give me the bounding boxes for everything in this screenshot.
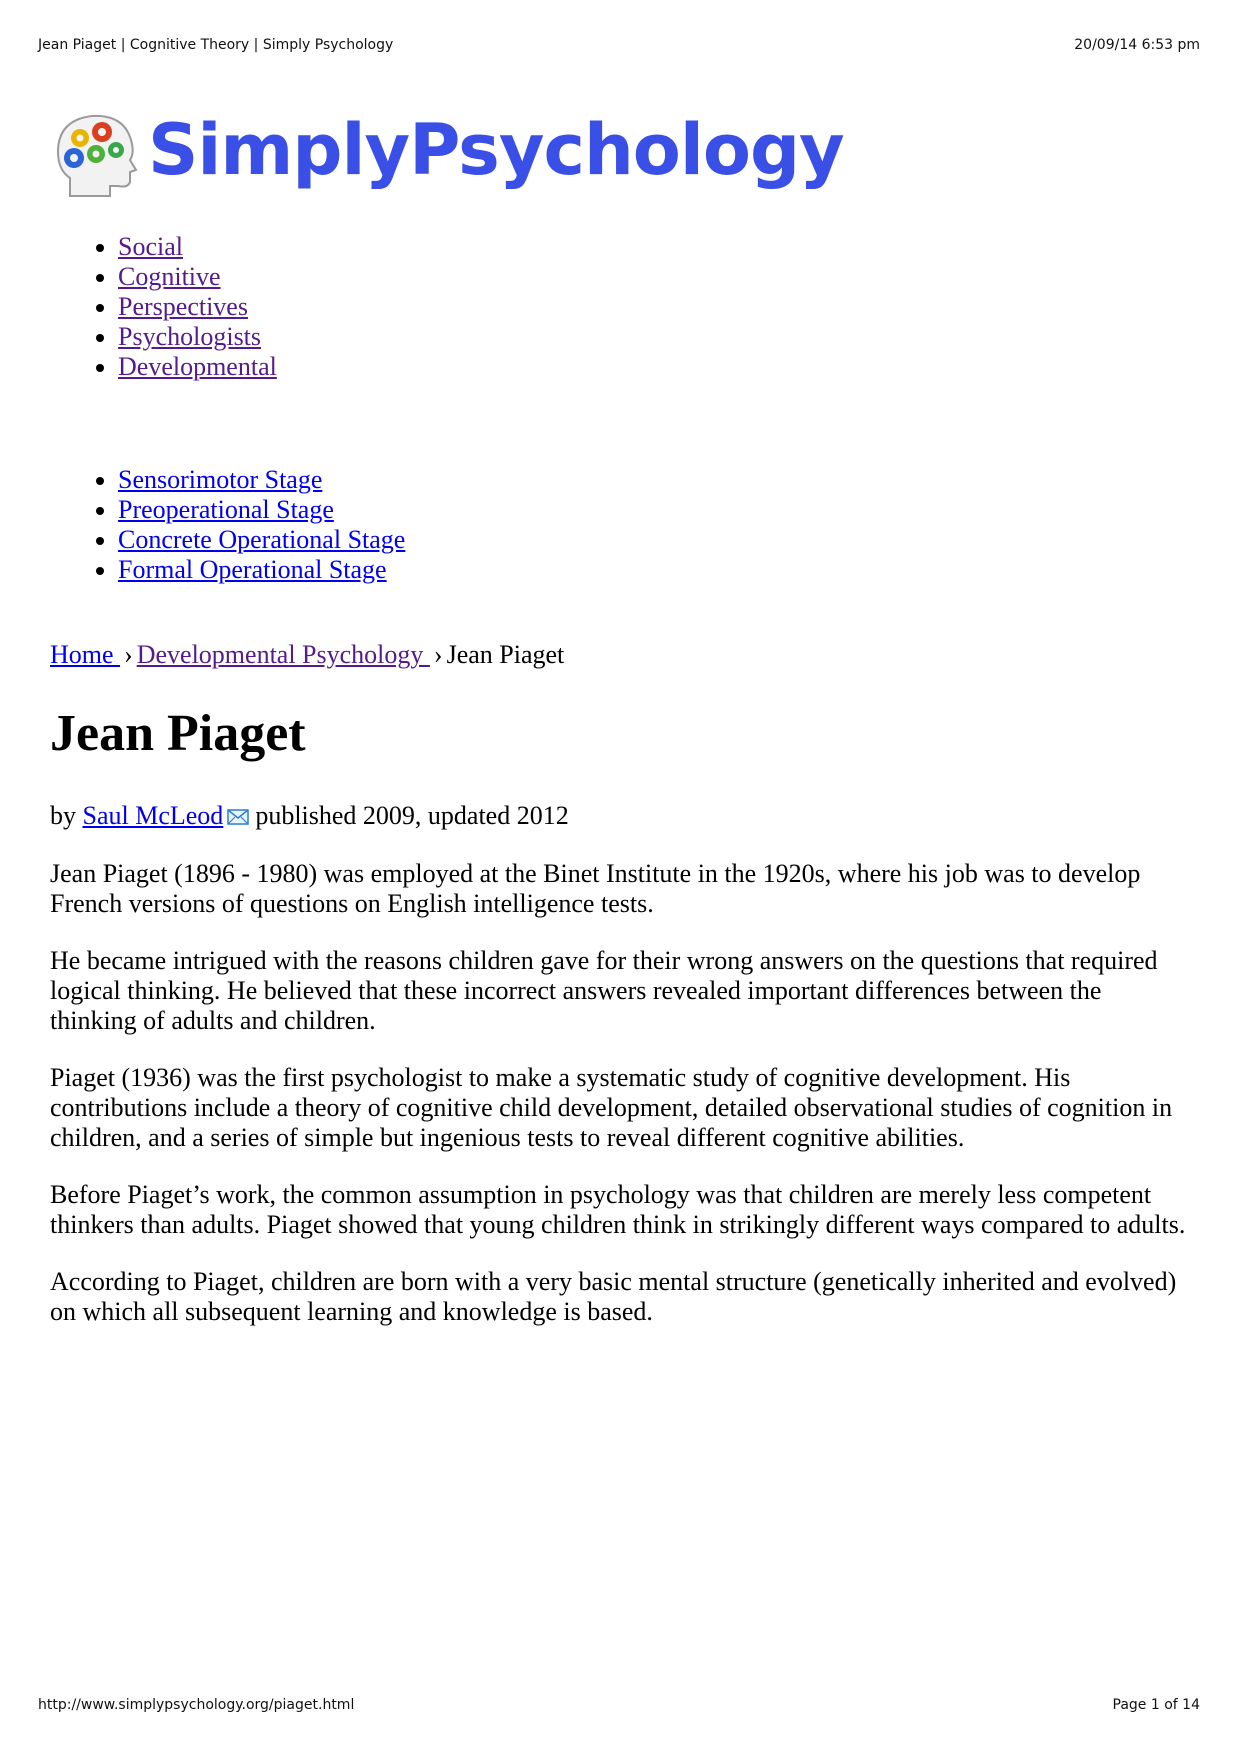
byline-prefix: by: [50, 801, 76, 830]
print-url: http://www.simplypsychology.org/piaget.html: [38, 1697, 355, 1713]
nav-item-sensorimotor: [118, 465, 405, 495]
byline: [50, 801, 569, 831]
article-paragraph: He became intrigued with the reasons children gave for their wrong answers on the questions that required logical thinking. He believed that these incorrect answers revealed important differences between the thinking of adults and children.: [50, 946, 1158, 1035]
breadcrumb-separator: ›: [124, 640, 133, 669]
nav-item-preoperational: [118, 495, 405, 525]
nav-link-preoperational-stage[interactable]: Preoperational Stage: [118, 495, 334, 524]
article-body: [50, 859, 1190, 1354]
byline-published: published 2009, updated 2012: [255, 801, 569, 830]
article-paragraph: Jean Piaget (1896 - 1980) was employed at the Binet Institute in the 1920s, where his job was to develop French versions of questions on English intelligence tests.: [50, 859, 1141, 918]
nav-link-sensorimotor-stage[interactable]: Sensorimotor Stage: [118, 465, 323, 494]
nav-link-concrete-operational-stage[interactable]: Concrete Operational Stage: [118, 525, 406, 554]
email-icon[interactable]: [227, 809, 249, 825]
main-nav: [118, 232, 277, 382]
nav-link-psychologists[interactable]: Psychologists: [118, 322, 262, 351]
nav-link-formal-operational-stage[interactable]: Formal Operational Stage: [118, 555, 387, 584]
print-header: [38, 37, 1200, 53]
nav-item-developmental: [118, 352, 277, 382]
breadcrumb-separator: ›: [433, 640, 443, 669]
print-footer: [38, 1697, 1200, 1713]
breadcrumb: [50, 640, 564, 670]
article-paragraph: Before Piaget’s work, the common assumption in psychology was that children are merely less competent thinkers than adults. Piaget showed that young children think in strikingly different ways compared to adults.: [50, 1180, 1186, 1239]
page-title: Jean Piaget: [50, 705, 306, 762]
stages-nav: [118, 465, 405, 585]
nav-link-perspectives[interactable]: Perspectives: [118, 292, 248, 321]
site-logo[interactable]: [50, 104, 844, 208]
brain-gears-logo-icon: [50, 104, 144, 208]
nav-item-formal-operational: [118, 555, 405, 585]
author-link[interactable]: Saul McLeod: [82, 801, 224, 830]
article-paragraph: According to Piaget, children are born with a very basic mental structure (genetically inherited and evolved) on which all subsequent learning and knowledge is based.: [50, 1267, 1177, 1326]
nav-link-social[interactable]: Social: [118, 232, 183, 261]
nav-item-psychologists: [118, 322, 277, 352]
print-datetime: 20/09/14 6:53 pm: [1074, 37, 1200, 53]
nav-link-developmental[interactable]: Developmental: [118, 352, 277, 381]
nav-item-perspectives: [118, 292, 277, 322]
print-page-number: Page 1 of 14: [1112, 1697, 1200, 1713]
nav-link-cognitive[interactable]: Cognitive: [118, 262, 221, 291]
site-logo-text: SimplyPsychology: [148, 109, 844, 191]
print-page-title: Jean Piaget | Cognitive Theory | Simply Psychology: [38, 37, 394, 53]
breadcrumb-section-link[interactable]: Developmental Psychology: [136, 640, 430, 669]
breadcrumb-current: Jean Piaget: [446, 640, 565, 669]
nav-item-concrete-operational: [118, 525, 405, 555]
article-paragraph: Piaget (1936) was the first psychologist to make a systematic study of cognitive development. His contributions include a theory of cognitive child development, detailed observational studies of cognition in children, and a series of simple but ingenious tests to reveal different cognitive abilities.: [50, 1063, 1173, 1152]
nav-item-cognitive: [118, 262, 277, 292]
breadcrumb-home-link[interactable]: Home: [50, 640, 121, 669]
nav-item-social: [118, 232, 277, 262]
